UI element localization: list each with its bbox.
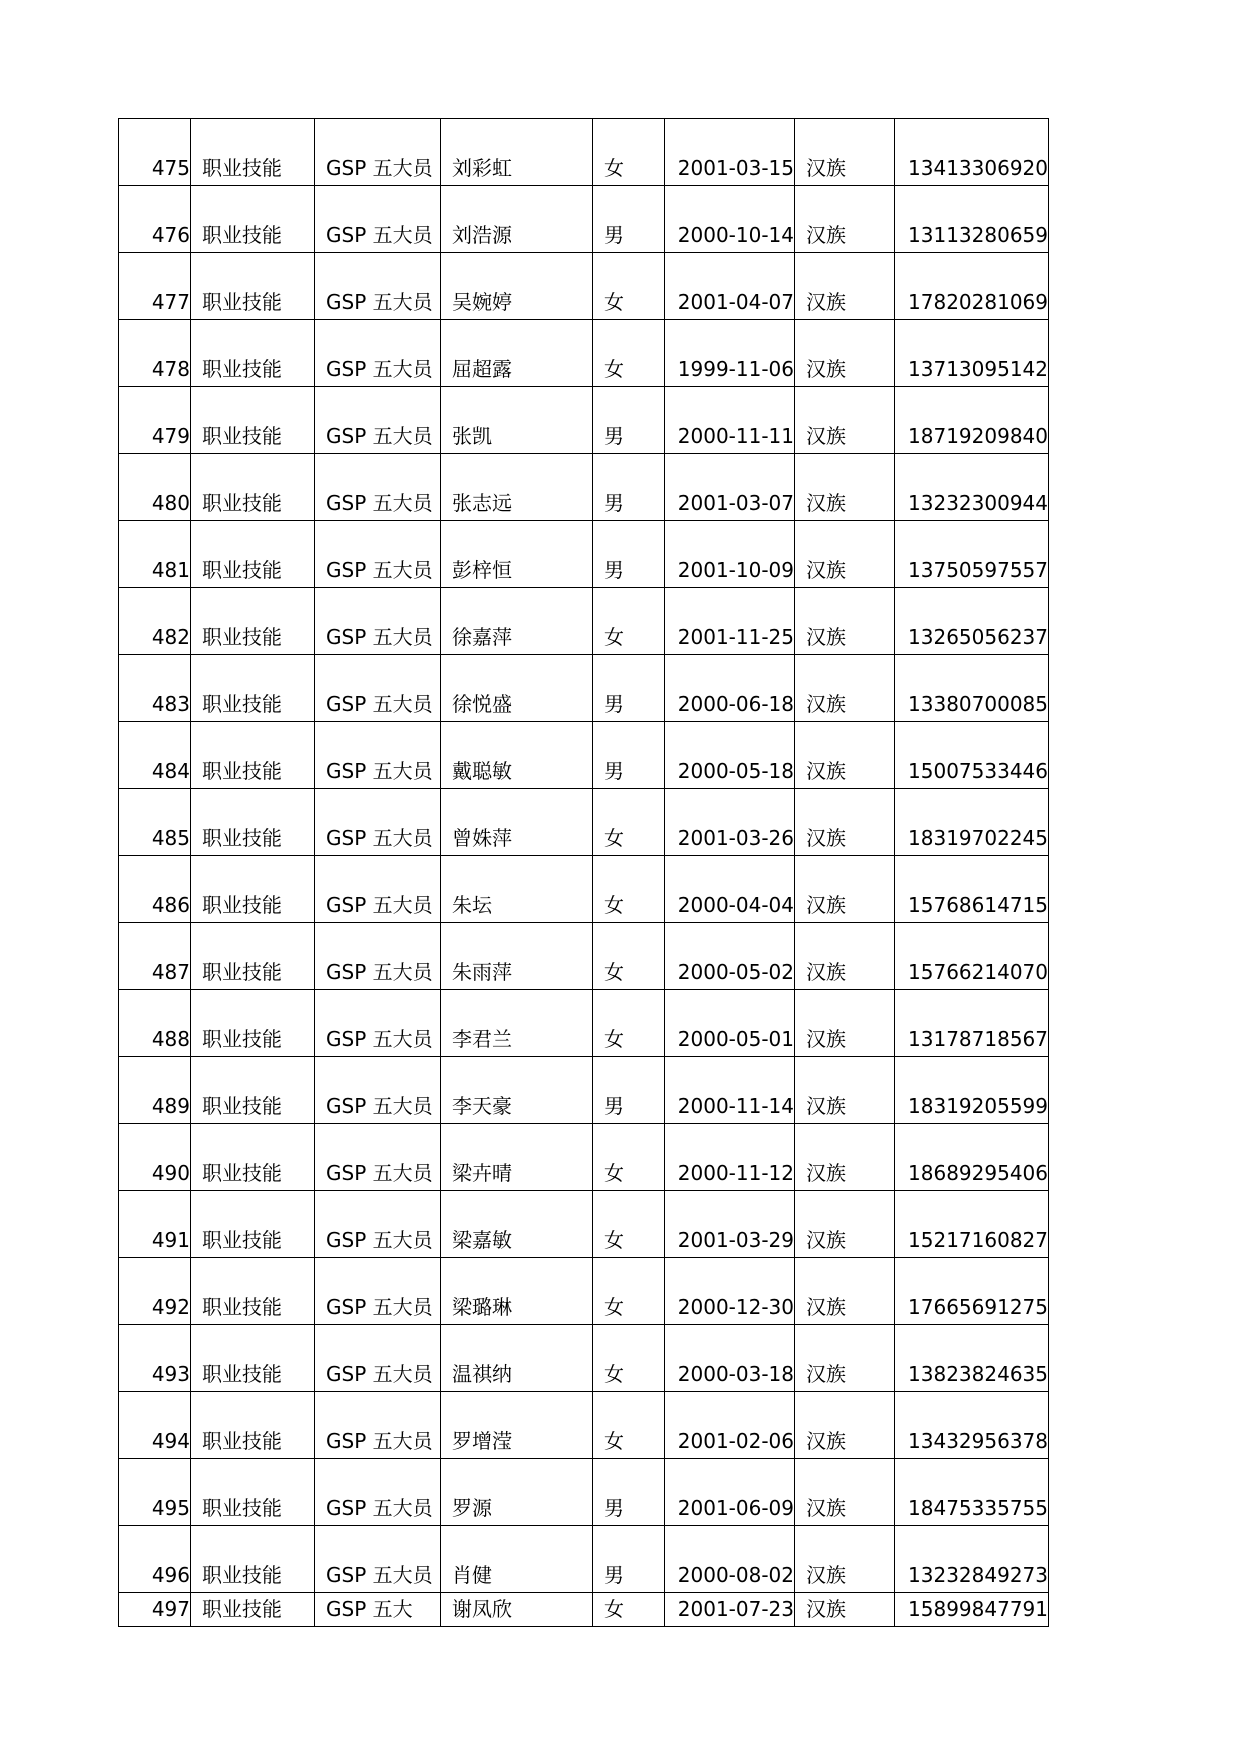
- birth-date-cell: 2000-05-01: [665, 990, 795, 1057]
- gender-cell: 男: [593, 186, 665, 253]
- course-cell: GSP 五大员: [315, 186, 441, 253]
- row-number: 489: [119, 1057, 191, 1124]
- row-number: 496: [119, 1526, 191, 1593]
- row-number: 479: [119, 387, 191, 454]
- birth-date-cell: 2001-11-25: [665, 588, 795, 655]
- phone-cell: 18689295406: [895, 1124, 1049, 1191]
- student-name-cell: 李天豪: [441, 1057, 593, 1124]
- student-name-cell: 彭梓恒: [441, 521, 593, 588]
- table-row: [119, 521, 1049, 588]
- table-row: [119, 1593, 1049, 1627]
- ethnicity-cell: 汉族: [795, 1526, 895, 1593]
- course-cell: GSP 五大员: [315, 722, 441, 789]
- ethnicity-cell: 汉族: [795, 1392, 895, 1459]
- category-cell: 职业技能: [191, 1258, 315, 1325]
- ethnicity-cell: 汉族: [795, 454, 895, 521]
- gender-cell: 男: [593, 1526, 665, 1593]
- course-cell: GSP 五大员: [315, 1459, 441, 1526]
- gender-cell: 男: [593, 722, 665, 789]
- category-cell: 职业技能: [191, 856, 315, 923]
- row-number: 475: [119, 119, 191, 186]
- row-number: 476: [119, 186, 191, 253]
- birth-date-cell: 2001-02-06: [665, 1392, 795, 1459]
- student-name-cell: 徐悦盛: [441, 655, 593, 722]
- course-cell: GSP 五大员: [315, 856, 441, 923]
- row-number: 494: [119, 1392, 191, 1459]
- birth-date-cell: 2001-03-29: [665, 1191, 795, 1258]
- table-row: [119, 856, 1049, 923]
- phone-cell: 18719209840: [895, 387, 1049, 454]
- birth-date-cell: 2000-08-02: [665, 1526, 795, 1593]
- course-cell: GSP 五大员: [315, 1392, 441, 1459]
- table-row: [119, 990, 1049, 1057]
- gender-cell: 女: [593, 1325, 665, 1392]
- category-cell: 职业技能: [191, 253, 315, 320]
- table-row: [119, 454, 1049, 521]
- birth-date-cell: 2000-05-02: [665, 923, 795, 990]
- category-cell: 职业技能: [191, 1459, 315, 1526]
- student-name-cell: 谢凤欣: [441, 1593, 593, 1627]
- table-row: [119, 1526, 1049, 1593]
- course-cell: GSP 五大员: [315, 521, 441, 588]
- ethnicity-cell: 汉族: [795, 923, 895, 990]
- category-cell: 职业技能: [191, 655, 315, 722]
- row-number: 495: [119, 1459, 191, 1526]
- course-cell: GSP 五大员: [315, 655, 441, 722]
- phone-cell: 15768614715: [895, 856, 1049, 923]
- phone-cell: 13413306920: [895, 119, 1049, 186]
- table-row: [119, 1124, 1049, 1191]
- table-row: [119, 119, 1049, 186]
- student-name-cell: 刘彩虹: [441, 119, 593, 186]
- ethnicity-cell: 汉族: [795, 789, 895, 856]
- student-name-cell: 梁卉晴: [441, 1124, 593, 1191]
- ethnicity-cell: 汉族: [795, 1325, 895, 1392]
- gender-cell: 女: [593, 588, 665, 655]
- category-cell: 职业技能: [191, 387, 315, 454]
- course-cell: GSP 五大员: [315, 119, 441, 186]
- gender-cell: 女: [593, 1191, 665, 1258]
- course-cell: GSP 五大员: [315, 1124, 441, 1191]
- row-number: 491: [119, 1191, 191, 1258]
- ethnicity-cell: 汉族: [795, 1124, 895, 1191]
- category-cell: 职业技能: [191, 722, 315, 789]
- phone-cell: 13113280659: [895, 186, 1049, 253]
- course-cell: GSP 五大员: [315, 1526, 441, 1593]
- ethnicity-cell: 汉族: [795, 722, 895, 789]
- gender-cell: 女: [593, 253, 665, 320]
- phone-cell: 15007533446: [895, 722, 1049, 789]
- phone-cell: 13232849273: [895, 1526, 1049, 1593]
- student-name-cell: 刘浩源: [441, 186, 593, 253]
- category-cell: 职业技能: [191, 789, 315, 856]
- birth-date-cell: 2000-11-12: [665, 1124, 795, 1191]
- phone-cell: 15899847791: [895, 1593, 1049, 1627]
- student-name-cell: 梁嘉敏: [441, 1191, 593, 1258]
- course-cell: GSP 五大员: [315, 387, 441, 454]
- phone-cell: 18319205599: [895, 1057, 1049, 1124]
- category-cell: 职业技能: [191, 923, 315, 990]
- birth-date-cell: 2000-06-18: [665, 655, 795, 722]
- row-number: 487: [119, 923, 191, 990]
- category-cell: 职业技能: [191, 1392, 315, 1459]
- course-cell: GSP 五大员: [315, 1258, 441, 1325]
- gender-cell: 女: [593, 856, 665, 923]
- ethnicity-cell: 汉族: [795, 320, 895, 387]
- birth-date-cell: 2001-03-26: [665, 789, 795, 856]
- row-number: 478: [119, 320, 191, 387]
- row-number: 490: [119, 1124, 191, 1191]
- student-name-cell: 朱雨萍: [441, 923, 593, 990]
- table-row: [119, 1191, 1049, 1258]
- ethnicity-cell: 汉族: [795, 1459, 895, 1526]
- category-cell: 职业技能: [191, 1325, 315, 1392]
- student-name-cell: 梁璐琳: [441, 1258, 593, 1325]
- ethnicity-cell: 汉族: [795, 253, 895, 320]
- table-row: [119, 1325, 1049, 1392]
- birth-date-cell: 2001-10-09: [665, 521, 795, 588]
- gender-cell: 女: [593, 1593, 665, 1627]
- phone-cell: 13380700085: [895, 655, 1049, 722]
- course-cell: GSP 五大员: [315, 253, 441, 320]
- phone-cell: 13432956378: [895, 1392, 1049, 1459]
- row-number: 483: [119, 655, 191, 722]
- row-number: 477: [119, 253, 191, 320]
- student-name-cell: 朱坛: [441, 856, 593, 923]
- category-cell: 职业技能: [191, 521, 315, 588]
- row-number: 493: [119, 1325, 191, 1392]
- birth-date-cell: 2000-05-18: [665, 722, 795, 789]
- student-name-cell: 戴聪敏: [441, 722, 593, 789]
- phone-cell: 15217160827: [895, 1191, 1049, 1258]
- gender-cell: 男: [593, 1057, 665, 1124]
- category-cell: 职业技能: [191, 1526, 315, 1593]
- table-row: [119, 186, 1049, 253]
- table-row: [119, 1057, 1049, 1124]
- gender-cell: 男: [593, 521, 665, 588]
- category-cell: 职业技能: [191, 186, 315, 253]
- course-cell: GSP 五大员: [315, 1325, 441, 1392]
- category-cell: 职业技能: [191, 1057, 315, 1124]
- birth-date-cell: 2000-10-14: [665, 186, 795, 253]
- phone-cell: 13750597557: [895, 521, 1049, 588]
- course-cell: GSP 五大员: [315, 789, 441, 856]
- course-cell: GSP 五大员: [315, 1057, 441, 1124]
- ethnicity-cell: 汉族: [795, 387, 895, 454]
- row-number: 488: [119, 990, 191, 1057]
- student-name-cell: 李君兰: [441, 990, 593, 1057]
- row-number: 492: [119, 1258, 191, 1325]
- student-name-cell: 张志远: [441, 454, 593, 521]
- student-name-cell: 曾姝萍: [441, 789, 593, 856]
- course-cell: GSP 五大员: [315, 320, 441, 387]
- student-name-cell: 肖健: [441, 1526, 593, 1593]
- birth-date-cell: 2001-03-15: [665, 119, 795, 186]
- phone-cell: 17820281069: [895, 253, 1049, 320]
- table-row: [119, 923, 1049, 990]
- birth-date-cell: 2000-12-30: [665, 1258, 795, 1325]
- table-row: [119, 1258, 1049, 1325]
- birth-date-cell: 1999-11-06: [665, 320, 795, 387]
- student-name-cell: 温祺纳: [441, 1325, 593, 1392]
- phone-cell: 15766214070: [895, 923, 1049, 990]
- ethnicity-cell: 汉族: [795, 1593, 895, 1627]
- gender-cell: 女: [593, 990, 665, 1057]
- gender-cell: 女: [593, 789, 665, 856]
- ethnicity-cell: 汉族: [795, 655, 895, 722]
- phone-cell: 13265056237: [895, 588, 1049, 655]
- table-row: [119, 1392, 1049, 1459]
- row-number: 484: [119, 722, 191, 789]
- ethnicity-cell: 汉族: [795, 186, 895, 253]
- student-name-cell: 徐嘉萍: [441, 588, 593, 655]
- category-cell: 职业技能: [191, 588, 315, 655]
- gender-cell: 女: [593, 1392, 665, 1459]
- gender-cell: 女: [593, 1124, 665, 1191]
- table-row: [119, 655, 1049, 722]
- table-row: [119, 1459, 1049, 1526]
- phone-cell: 13178718567: [895, 990, 1049, 1057]
- row-number: 480: [119, 454, 191, 521]
- row-number: 486: [119, 856, 191, 923]
- student-name-cell: 罗源: [441, 1459, 593, 1526]
- student-name-cell: 屈超露: [441, 320, 593, 387]
- category-cell: 职业技能: [191, 320, 315, 387]
- table-row: [119, 320, 1049, 387]
- birth-date-cell: 2000-11-14: [665, 1057, 795, 1124]
- phone-cell: 17665691275: [895, 1258, 1049, 1325]
- student-name-cell: 张凯: [441, 387, 593, 454]
- phone-cell: 13232300944: [895, 454, 1049, 521]
- gender-cell: 女: [593, 119, 665, 186]
- row-number: 485: [119, 789, 191, 856]
- row-number: 497: [119, 1593, 191, 1627]
- birth-date-cell: 2000-03-18: [665, 1325, 795, 1392]
- student-name-cell: 罗增滢: [441, 1392, 593, 1459]
- gender-cell: 男: [593, 454, 665, 521]
- table-row: [119, 789, 1049, 856]
- phone-cell: 18319702245: [895, 789, 1049, 856]
- course-cell: GSP 五大员: [315, 588, 441, 655]
- course-cell: GSP 五大员: [315, 923, 441, 990]
- ethnicity-cell: 汉族: [795, 119, 895, 186]
- ethnicity-cell: 汉族: [795, 521, 895, 588]
- ethnicity-cell: 汉族: [795, 1258, 895, 1325]
- gender-cell: 女: [593, 320, 665, 387]
- gender-cell: 男: [593, 387, 665, 454]
- course-cell: GSP 五大员: [315, 990, 441, 1057]
- ethnicity-cell: 汉族: [795, 1191, 895, 1258]
- category-cell: 职业技能: [191, 119, 315, 186]
- category-cell: 职业技能: [191, 1593, 315, 1627]
- student-name-cell: 吴婉婷: [441, 253, 593, 320]
- category-cell: 职业技能: [191, 454, 315, 521]
- table-row: [119, 722, 1049, 789]
- roster-body: [119, 119, 1049, 1627]
- student-roster-table: [118, 118, 1049, 1627]
- ethnicity-cell: 汉族: [795, 856, 895, 923]
- birth-date-cell: 2001-06-09: [665, 1459, 795, 1526]
- row-number: 482: [119, 588, 191, 655]
- gender-cell: 女: [593, 923, 665, 990]
- gender-cell: 女: [593, 1258, 665, 1325]
- row-number: 481: [119, 521, 191, 588]
- category-cell: 职业技能: [191, 1124, 315, 1191]
- gender-cell: 男: [593, 655, 665, 722]
- birth-date-cell: 2000-04-04: [665, 856, 795, 923]
- ethnicity-cell: 汉族: [795, 1057, 895, 1124]
- phone-cell: 18475335755: [895, 1459, 1049, 1526]
- course-cell: GSP 五大员: [315, 1191, 441, 1258]
- table-row: [119, 387, 1049, 454]
- ethnicity-cell: 汉族: [795, 588, 895, 655]
- category-cell: 职业技能: [191, 1191, 315, 1258]
- birth-date-cell: 2001-04-07: [665, 253, 795, 320]
- course-cell: GSP 五大: [315, 1593, 441, 1627]
- birth-date-cell: 2001-03-07: [665, 454, 795, 521]
- ethnicity-cell: 汉族: [795, 990, 895, 1057]
- course-cell: GSP 五大员: [315, 454, 441, 521]
- birth-date-cell: 2000-11-11: [665, 387, 795, 454]
- birth-date-cell: 2001-07-23: [665, 1593, 795, 1627]
- table-row: [119, 588, 1049, 655]
- category-cell: 职业技能: [191, 990, 315, 1057]
- phone-cell: 13713095142: [895, 320, 1049, 387]
- gender-cell: 男: [593, 1459, 665, 1526]
- phone-cell: 13823824635: [895, 1325, 1049, 1392]
- table-row: [119, 253, 1049, 320]
